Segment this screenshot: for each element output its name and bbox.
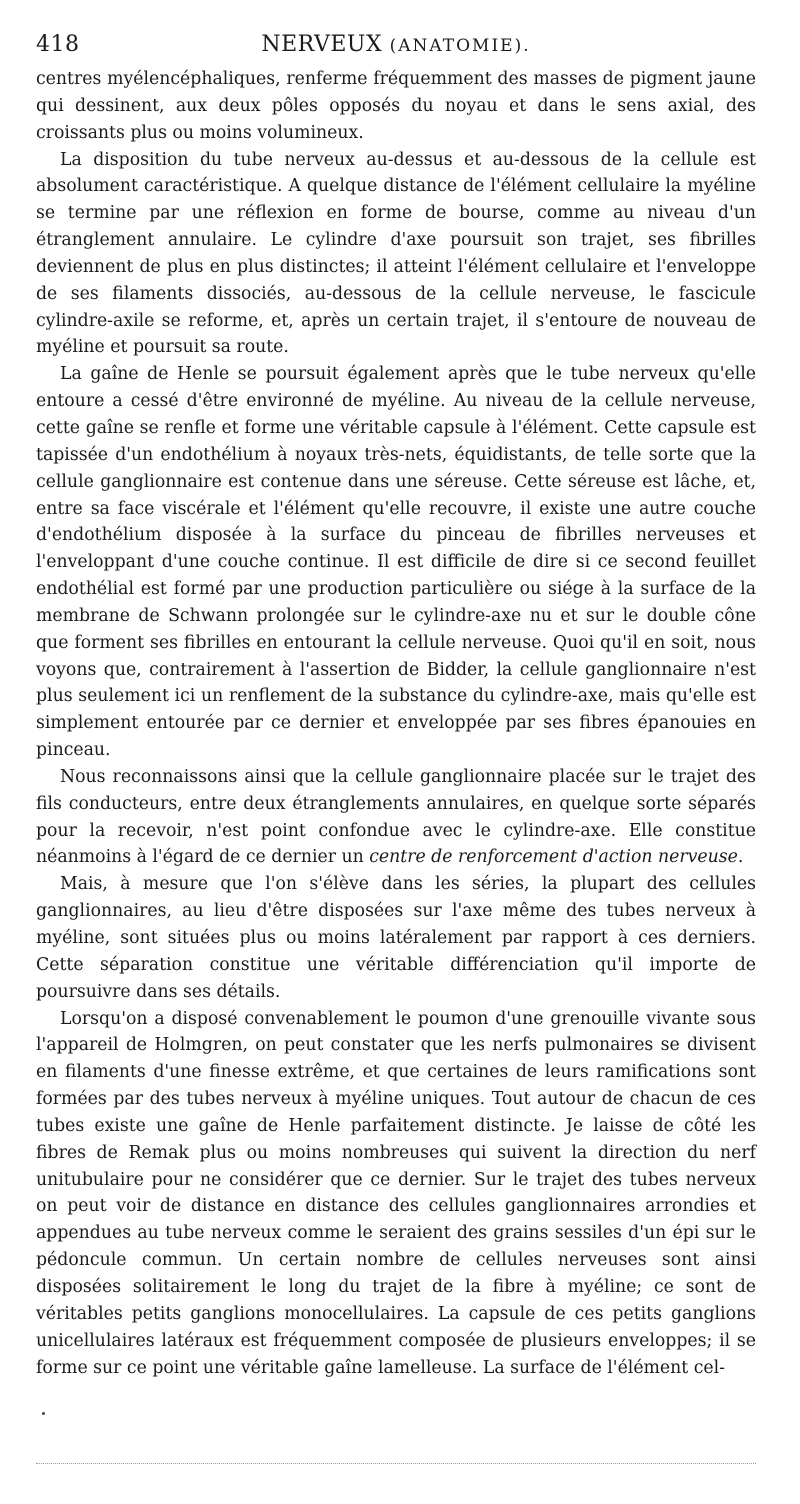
page-number: 418	[36, 32, 80, 57]
footer-rule	[36, 1463, 756, 1464]
paragraph: Lorsqu'on a disposé convenablement le poumon d'une grenouille vivante sous l'appareil de Holmgren, on peut constater que les nerfs pulmonaires se divisent en filaments d'une finesse extrême, et que certaines de leurs ramifications sont formées par des tubes nerveux à myéline uniques. Tout autour de chacun de ces tubes existe une gaîne de Henle parfaitement distincte. Je laisse de côté les fibres de Remak plus ou moins nombreuses qui suivent la direction du nerf unitubulaire pour ne considérer que ce dernier. Sur le trajet des tubes nerveux on peut voir de distance en distance des cellules ganglionnaires arrondies et appendues au tube nerveux comme le seraient des grains sessiles d'un épi sur le pédoncule commun. Un certain nombre de cellules nerveuses sont ainsi disposées solitairement le long du trajet de la fibre à myéline; ce sont de véritables petits ganglions monocellulaires. La capsule de ces petits ganglions unicellulaires latéraux est fréquemment composée de plusieurs enveloppes; il se forme sur ce point une véritable gaîne lamelleuse. La surface de l'élément cel-	[36, 1008, 756, 1378]
paragraph-tail: .	[737, 847, 744, 868]
running-title-subtitle: (ANATOMIE).	[389, 36, 531, 56]
page-header	[36, 26, 756, 66]
paragraph-text: Nous reconnaissons ainsi que la cellule ganglionnaire placée sur le trajet des fils conducteurs, entre deux étranglements annulaires, en quelque sorte séparés pour la recevoir, n'est point confondue avec le cylindre-axe. Elle constitue néanmoins à l'égard de ce dernier un	[36, 766, 756, 868]
paragraph: La gaîne de Henle se poursuit également après que le tube nerveux qu'elle entoure a cessé d'être environné de myéline. Au niveau de la cellule nerveuse, cette gaîne se renfle et forme une véritable capsule à l'élément. Cette capsule est tapissée d'un endothélium à noyaux très-nets, équidistants, de telle sorte que la cellule ganglionnaire est contenue dans une séreuse. Cette séreuse est lâche, et, entre sa face viscérale et l'élément qu'elle recouvre, il existe une autre couche d'endothélium disposée à la surface du pinceau de fibrilles nerveuses et l'enveloppant d'une couche continue. Il est difficile de dire si ce second feuillet endothélial est formé par une production particulière ou siége à la surface de la membrane de Schwann prolongée sur le cylindre-axe nu et sur le double cône que forment ses fibrilles en entourant la cellule nerveuse. Quoi qu'il en soit, nous voyons que, contrairement à l'assertion de Bidder, la cellule ganglionnaire n'est plus seulement ici un renflement de la substance du cylindre-axe, mais qu'elle est simplement entourée par ce dernier et enveloppée par ses fibres épanouies en pinceau.	[36, 364, 756, 761]
paragraph: La disposition du tube nerveux au-dessus et au-dessous de la cellule est absolument caractéristique. A quelque distance de l'élément cellulaire la myéline se termine par une réflexion en forme de bourse, comme au niveau d'un étranglement annulaire. Le cylindre d'axe poursuit son trajet, ses fibrilles deviennent de plus en plus distinctes; il atteint l'élément cellulaire et l'enveloppe de ses filaments dissociés, au-dessous de la cellule nerveuse, le fascicule cylindre-axile se reforme, et, après un certain trajet, il s'entoure de nouveau de myéline et poursuit sa route.	[36, 149, 756, 358]
body-text	[36, 66, 756, 1381]
running-title	[36, 32, 756, 57]
paragraph-continuation: centres myélencéphaliques, renferme fréquemment des masses de pigment jaune qui dessinent, aux deux pôles opposés du noyau et dans le sens axial, des croissants plus ou moins volumineux.	[36, 69, 756, 143]
paragraph-with-emphasis	[36, 764, 756, 871]
paragraph: Mais, à mesure que l'on s'élève dans les séries, la plupart des cellules ganglionnaires, au lieu d'être disposées sur l'axe même des tubes nerveux à myéline, sont situées plus ou moins latéralement par rapport à ces derniers. Cette séparation constitue une véritable différenciation qu'il importe de poursuivre dans ses détails.	[36, 874, 756, 1002]
emphasized-phrase: centre de renforcement d'action nerveuse	[369, 847, 738, 868]
print-speck	[42, 1412, 45, 1415]
running-title-main: NERVEUX	[261, 32, 383, 57]
